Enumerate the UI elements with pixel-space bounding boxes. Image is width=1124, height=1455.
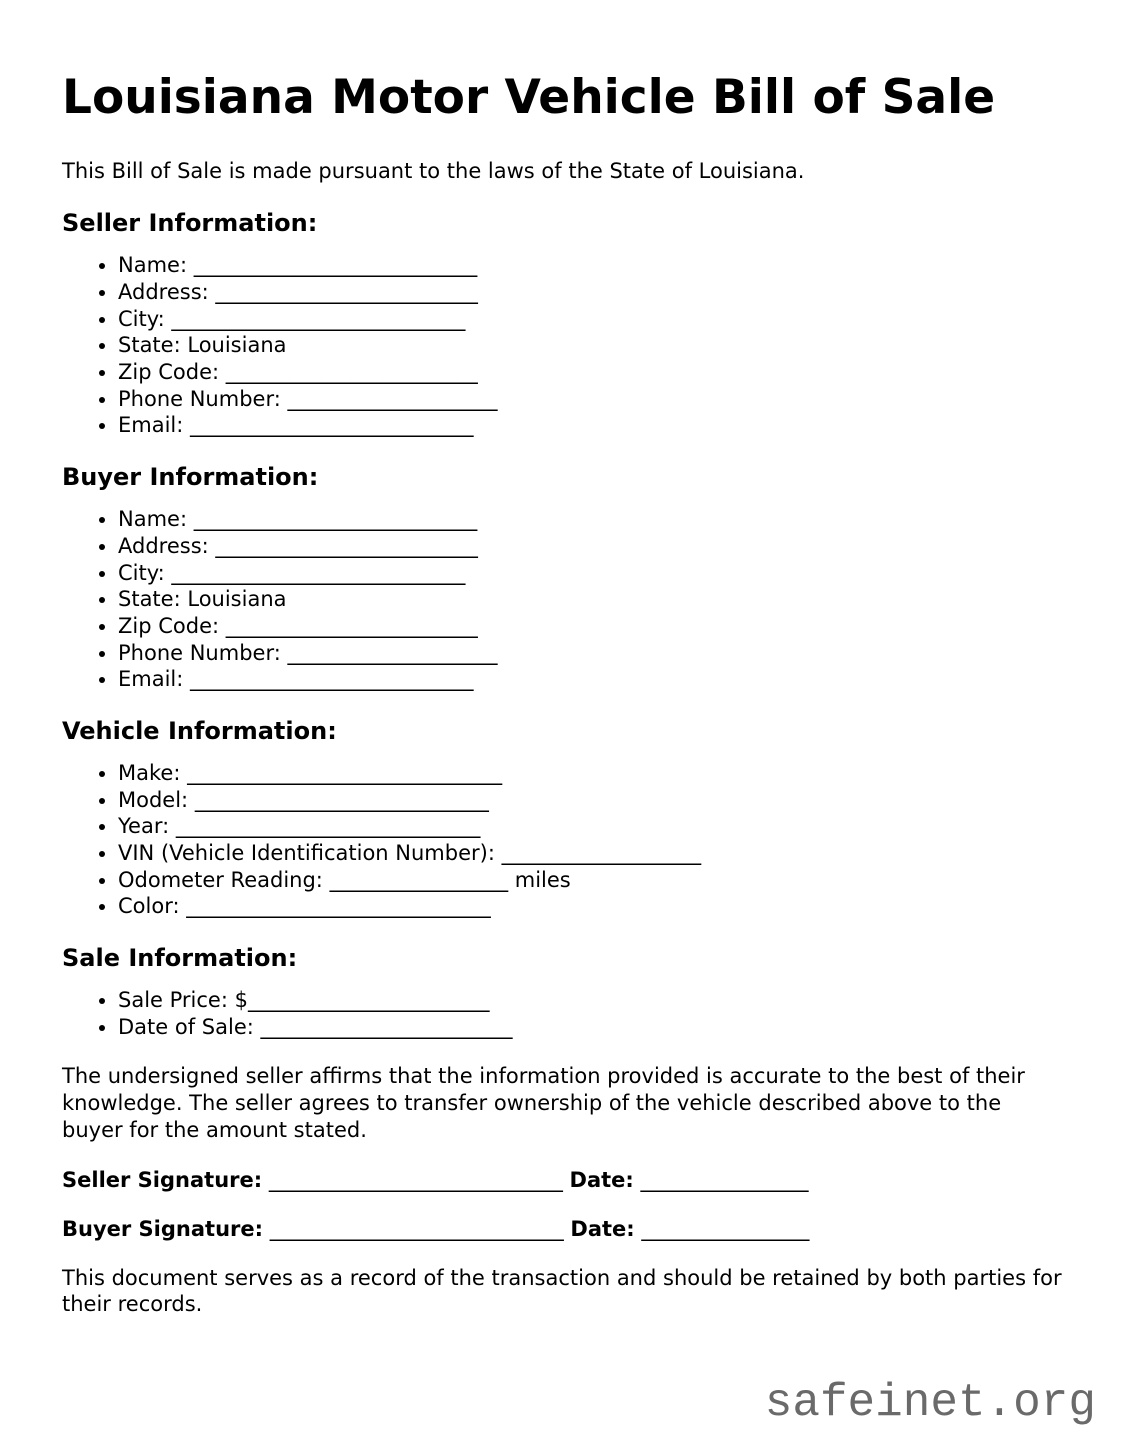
seller-signature-label: Seller Signature: <box>62 1168 263 1193</box>
watermark: safeinet.org <box>764 1377 1096 1429</box>
blank-line: _________________________ <box>215 280 478 305</box>
blank-line: ___________________________ <box>190 667 474 692</box>
field-label: Date of Sale: <box>118 1014 254 1039</box>
field-label: Name: <box>118 253 188 278</box>
buyer-signature-label: Buyer Signature: <box>62 1217 264 1242</box>
blank-line: _______________________ <box>248 988 490 1013</box>
buyer-date-label: Date: <box>570 1217 635 1242</box>
signature-row-seller <box>62 1167 1062 1194</box>
field-vehicle-color <box>118 893 1062 920</box>
field-vehicle-make <box>118 760 1062 787</box>
field-label: City: <box>118 306 165 331</box>
blank-line: ___________________________ <box>193 253 478 278</box>
buyer-date-line: ________________ <box>641 1217 810 1242</box>
field-buyer-phone <box>118 640 1062 667</box>
blank-line: ________________________ <box>225 613 478 638</box>
blank-line: ____________________________ <box>171 560 466 585</box>
blank-line: ________________________ <box>225 360 478 385</box>
field-seller-city <box>118 306 1062 333</box>
signature-row-buyer <box>62 1216 1062 1243</box>
seller-date-label: Date: <box>569 1168 634 1193</box>
field-seller-phone <box>118 386 1062 413</box>
blank-line: _____________________________ <box>175 814 481 839</box>
field-label: Address: <box>118 280 209 305</box>
field-buyer-email <box>118 666 1062 693</box>
field-label: City: <box>118 560 165 585</box>
seller-date-line: ________________ <box>640 1168 809 1193</box>
field-label: Address: <box>118 533 209 558</box>
section-heading-seller: Seller Information: <box>62 209 318 238</box>
field-buyer-state <box>118 586 1062 613</box>
field-vehicle-vin <box>118 840 1062 867</box>
vehicle-field-list <box>62 760 1062 920</box>
buyer-signature-line: ____________________________ <box>269 1217 564 1242</box>
field-label: State: <box>118 333 181 358</box>
blank-line: ____________________________ <box>171 306 466 331</box>
field-label: Email: <box>118 667 184 692</box>
field-label: Email: <box>118 413 184 438</box>
section-heading-vehicle: Vehicle Information: <box>62 716 337 745</box>
field-seller-name <box>118 252 1062 279</box>
field-label: Year: <box>118 814 170 839</box>
blank-line: ____________________ <box>287 640 498 665</box>
field-buyer-zip <box>118 613 1062 640</box>
currency-symbol: $ <box>234 988 248 1013</box>
buyer-field-list <box>62 506 1062 693</box>
field-seller-state <box>118 332 1062 359</box>
field-label: Model: <box>118 787 189 812</box>
field-vehicle-model <box>118 787 1062 814</box>
field-sale-date <box>118 1014 1062 1041</box>
field-seller-email <box>118 412 1062 439</box>
field-label: Make: <box>118 761 181 786</box>
field-label: Sale Price: <box>118 988 228 1013</box>
field-label: Name: <box>118 507 188 532</box>
affirmation-text: The undersigned seller affirms that the information provided is accurate to the best of their knowledge. The seller agrees to transfer ownership of the vehicle described above to the buyer for the amount stated. <box>62 1064 1025 1142</box>
field-label: VIN (Vehicle Identification Number): <box>118 841 495 865</box>
field-label: State: <box>118 587 181 612</box>
section-heading-buyer: Buyer Information: <box>62 463 319 492</box>
blank-line: ____________________ <box>287 386 498 411</box>
field-vehicle-year <box>118 813 1062 840</box>
field-seller-address <box>118 279 1062 306</box>
field-value: Louisiana <box>187 333 287 358</box>
blank-line: ___________________________ <box>193 507 478 532</box>
field-suffix: miles <box>514 867 571 892</box>
field-label: Zip Code: <box>118 613 220 638</box>
field-buyer-name <box>118 506 1062 533</box>
blank-line: ___________________________ <box>190 413 474 438</box>
field-label: Color: <box>118 894 180 919</box>
field-label: Zip Code: <box>118 360 220 385</box>
blank-line: ______________________________ <box>187 761 503 786</box>
blank-line: _________________________ <box>215 533 478 558</box>
blank-line: ___________________ <box>501 841 702 865</box>
blank-line: _________________ <box>329 867 509 892</box>
field-vehicle-odometer <box>118 867 1062 894</box>
field-value: Louisiana <box>187 587 287 612</box>
document-title: Louisiana Motor Vehicle Bill of Sale <box>62 70 996 125</box>
field-label: Phone Number: <box>118 386 281 411</box>
field-label: Odometer Reading: <box>118 867 323 892</box>
seller-signature-line: ____________________________ <box>268 1168 563 1193</box>
blank-line: _____________________________ <box>186 894 491 919</box>
seller-field-list <box>62 252 1062 439</box>
section-heading-sale: Sale Information: <box>62 943 298 972</box>
intro-text: This Bill of Sale is made pursuant to the laws of the State of Louisiana. <box>62 158 805 183</box>
sale-field-list <box>62 987 1062 1040</box>
field-label: Phone Number: <box>118 640 281 665</box>
blank-line: ________________________ <box>260 1014 513 1039</box>
field-seller-zip <box>118 359 1062 386</box>
field-sale-price <box>118 987 1062 1014</box>
blank-line: ____________________________ <box>194 787 489 812</box>
field-buyer-address <box>118 533 1062 560</box>
field-buyer-city <box>118 560 1062 587</box>
record-note-text: This document serves as a record of the transaction and should be retained by both parties for their records. <box>62 1265 1062 1317</box>
